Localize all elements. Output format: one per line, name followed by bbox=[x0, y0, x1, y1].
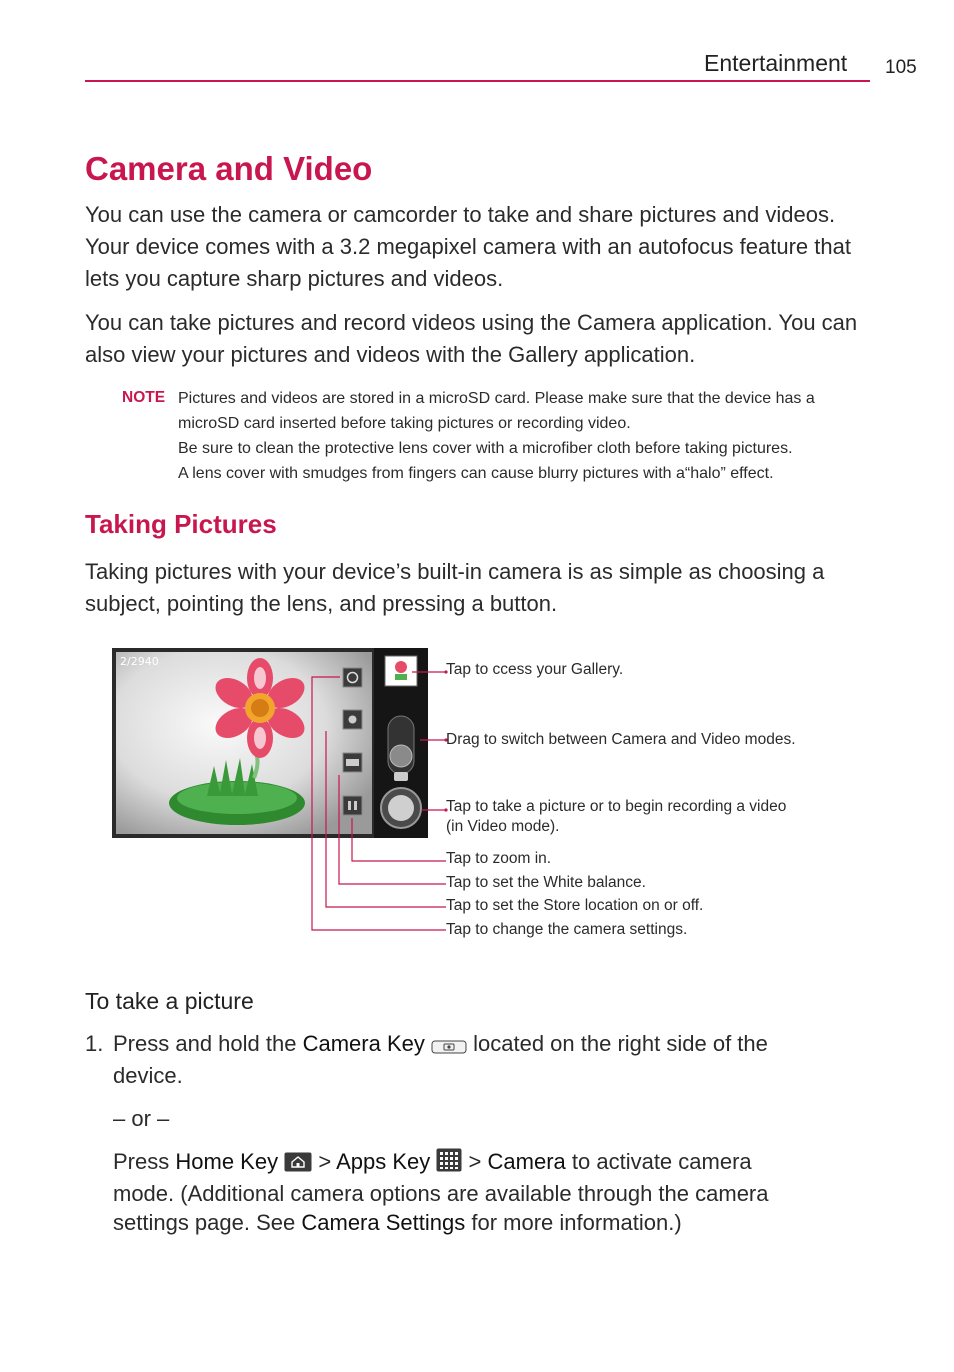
step-1-alt-line-2: mode. (Additional camera options are available through the camera bbox=[113, 1181, 769, 1206]
step-1-alt-text-c: for more information.) bbox=[471, 1210, 682, 1235]
note-line-4: A lens cover with smudges from fingers can cause blurry pictures with a“halo” effect. bbox=[178, 465, 774, 482]
callout-gallery: Tap to ccess your Gallery. bbox=[446, 661, 624, 678]
step-1-alt-line-1 bbox=[113, 1146, 752, 1181]
callout-shutter-cont: (in Video mode). bbox=[446, 818, 560, 835]
step-1-line-1 bbox=[113, 1028, 873, 1063]
callout-zoom: Tap to zoom in. bbox=[446, 850, 552, 867]
step-1-alt-text-a: to activate camera bbox=[571, 1149, 752, 1174]
note-label: NOTE bbox=[122, 389, 166, 406]
section-title: Entertainment bbox=[704, 50, 848, 76]
note-line-2: microSD card inserted before taking pictures or recording video. bbox=[178, 415, 631, 432]
home-key-icon bbox=[284, 1149, 312, 1181]
page-title: Camera and Video bbox=[85, 150, 373, 187]
photo-counter: 2/2940 bbox=[120, 655, 159, 668]
or-separator: – or – bbox=[113, 1106, 170, 1131]
apps-key-label: Apps Key bbox=[336, 1149, 431, 1174]
step-1-line-2: device. bbox=[113, 1063, 183, 1088]
page-number: 105 bbox=[885, 57, 917, 78]
callout-mode-switch: Drag to switch between Camera and Video modes. bbox=[446, 731, 796, 748]
callout-shutter: Tap to take a picture or to begin recording a video bbox=[446, 798, 787, 815]
callout-white-balance: Tap to set the White balance. bbox=[446, 874, 646, 891]
step-number: 1. bbox=[85, 1031, 104, 1056]
camera-label: Camera bbox=[487, 1149, 566, 1174]
intro-paragraph-1: You can use the camera or camcorder to take and share pictures and videos. Your device comes with a 3.2 megapixel camera with an autofocus feature that lets you capture sharp pictures and videos. bbox=[85, 202, 851, 291]
intro-paragraph-2: You can take pictures and record videos using the Camera application. You can also view your pictures and videos with the Gallery application. bbox=[85, 310, 858, 367]
note-line-3: Be sure to clean the protective lens cover with a microfiber cloth before taking pictures. bbox=[178, 440, 793, 457]
callout-store-location: Tap to set the Store location on or off. bbox=[446, 897, 704, 914]
camera-settings-label: Camera Settings bbox=[301, 1210, 466, 1235]
press-text: Press bbox=[113, 1149, 170, 1174]
note-line-1: Pictures and videos are stored in a microSD card. Please make sure that the device has a bbox=[178, 390, 815, 407]
callout-settings: Tap to change the camera settings. bbox=[446, 921, 688, 938]
taking-pictures-paragraph: Taking pictures with your device’s built-in camera is as simple as choosing a subject, pointing the lens, and pressing a button. bbox=[85, 559, 825, 616]
step-1-alt-text-b: settings page. See bbox=[113, 1210, 296, 1235]
apps-key-icon bbox=[436, 1148, 462, 1181]
step-1-text-a: Press and hold the bbox=[113, 1031, 297, 1056]
camera-key-icon bbox=[431, 1031, 467, 1063]
step-1-text-b: located on the right side of the bbox=[473, 1031, 768, 1056]
separator-1: > bbox=[318, 1149, 332, 1174]
camera-key-label: Camera Key bbox=[302, 1031, 425, 1056]
separator-2: > bbox=[468, 1149, 482, 1174]
step-1-alt-line-3 bbox=[113, 1207, 682, 1239]
home-key-label: Home Key bbox=[175, 1149, 279, 1174]
section-heading-taking-pictures: Taking Pictures bbox=[85, 509, 277, 539]
procedure-heading: To take a picture bbox=[85, 988, 254, 1014]
